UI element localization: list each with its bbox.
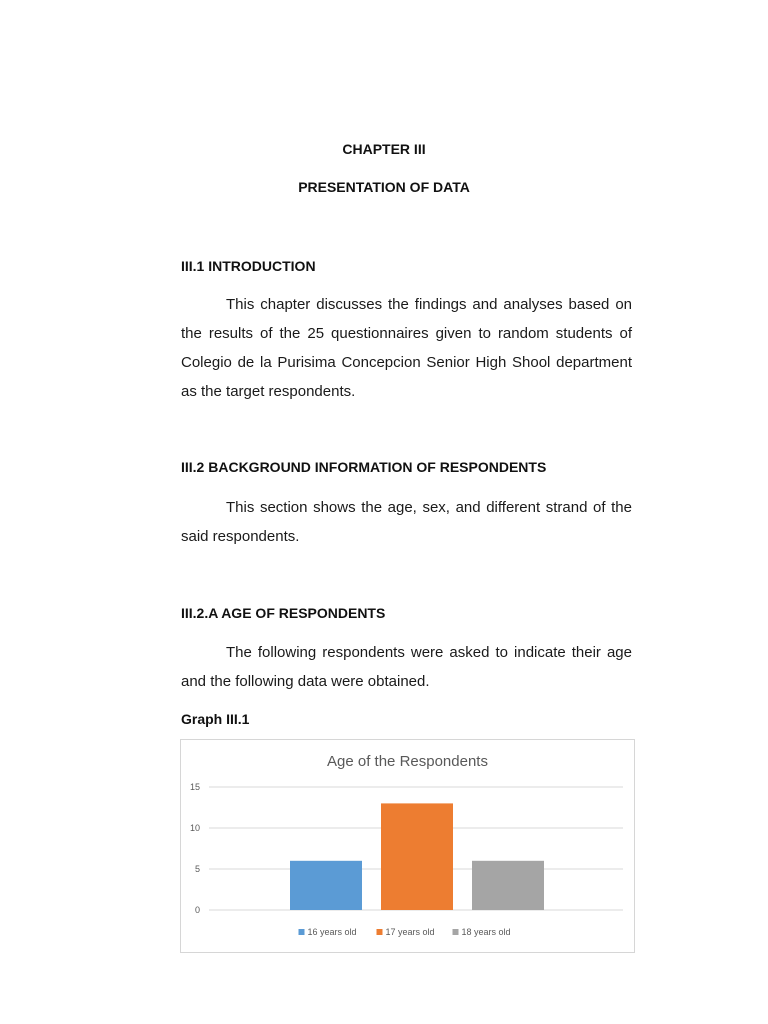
bar-16-years-old xyxy=(290,861,362,910)
section-text-background: This section shows the age, sex, and different strand of the said respondents. xyxy=(181,499,632,545)
chart-title: Age of the Respondents xyxy=(327,753,488,770)
section-heading-introduction: III.1 INTRODUCTION xyxy=(181,258,316,274)
legend-label: 18 years old xyxy=(461,927,511,937)
y-tick-label: 10 xyxy=(189,823,200,833)
legend-swatch xyxy=(299,929,305,935)
bar-18-years-old xyxy=(472,861,544,910)
section-text-age: The following respondents were asked to indicate their age and the following data were obtained. xyxy=(181,644,632,690)
y-tick-label: 15 xyxy=(189,782,200,792)
section-heading-age: III.2.A AGE OF RESPONDENTS xyxy=(181,605,386,621)
section-text-introduction: This chapter discusses the findings and analyses based on the results of the 25 questionnaires given to random students of Colegio de la Purisima Concepcion Senior High Shool department as the target respondents. xyxy=(181,296,632,400)
chapter-title: PRESENTATION OF DATA xyxy=(298,179,470,195)
legend-label: 16 years old xyxy=(307,927,357,937)
legend-swatch xyxy=(453,929,459,935)
bar-17-years-old xyxy=(381,803,453,910)
legend-label: 17 years old xyxy=(385,927,435,937)
chapter-number: CHAPTER III xyxy=(342,141,426,157)
chart-canvas xyxy=(181,740,634,952)
y-tick-label: 0 xyxy=(194,905,200,915)
y-tick-label: 5 xyxy=(194,864,200,874)
graph-label: Graph III.1 xyxy=(181,711,250,727)
legend-swatch xyxy=(377,929,383,935)
age-bar-chart xyxy=(180,739,635,953)
section-heading-background: III.2 BACKGROUND INFORMATION OF RESPONDENTS xyxy=(181,459,547,475)
